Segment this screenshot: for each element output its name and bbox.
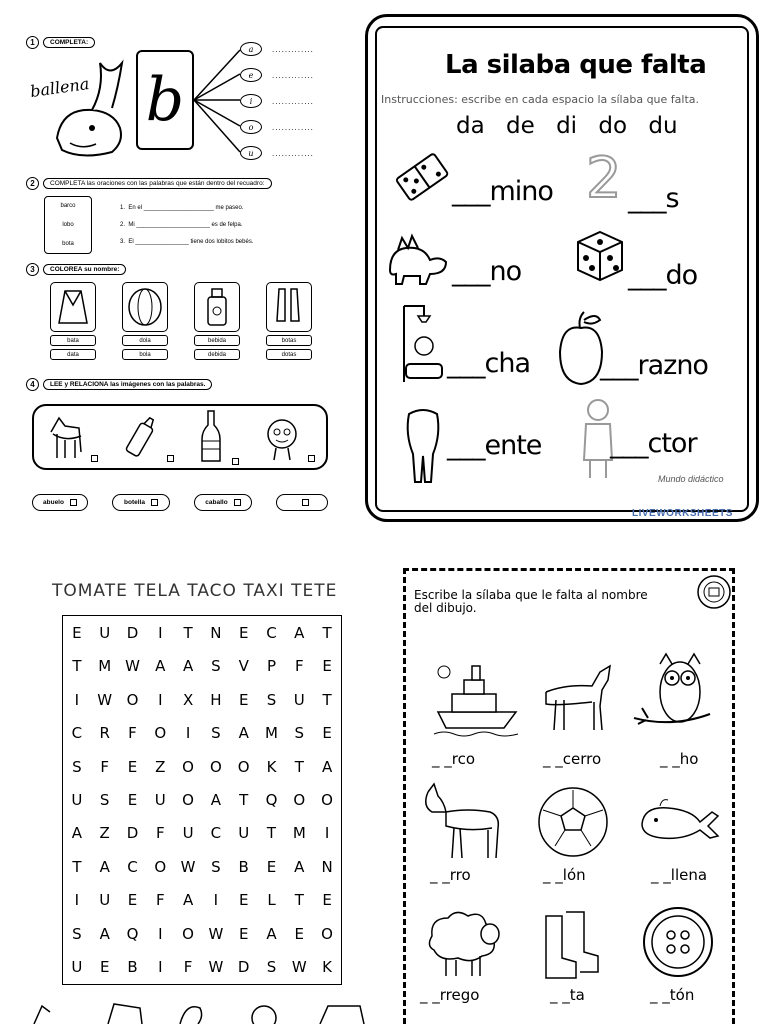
- grid-letter[interactable]: S: [266, 690, 277, 709]
- vowel-u: u: [240, 146, 262, 160]
- grid-letter[interactable]: P: [266, 657, 277, 676]
- grid-letter[interactable]: E: [238, 690, 249, 709]
- ex2-number: 2: [26, 177, 39, 190]
- grid-letter[interactable]: T: [294, 757, 304, 776]
- grid-letter[interactable]: E: [322, 724, 332, 743]
- grid-letter[interactable]: O: [321, 790, 333, 809]
- blank: _ _: [550, 986, 570, 1004]
- item-becerro: [543, 750, 601, 768]
- bottom-icons: [24, 998, 364, 1024]
- word-option[interactable]: dola: [122, 335, 168, 346]
- grid-letter[interactable]: A: [266, 924, 277, 943]
- robe-icon: [50, 282, 96, 332]
- word-end: ta: [569, 986, 585, 1004]
- grid-letter[interactable]: N: [210, 623, 222, 642]
- coloring-item: [266, 282, 312, 360]
- option-label: botella: [124, 499, 145, 506]
- coloring-item: [194, 282, 240, 360]
- school-seal-icon: [696, 574, 732, 610]
- relate-item: [45, 412, 98, 462]
- blank: _ _: [430, 866, 450, 884]
- item-dinosaurio: [452, 256, 521, 287]
- grid-letter[interactable]: C: [71, 724, 83, 743]
- grid-letter[interactable]: Q: [265, 790, 278, 809]
- blank: ___: [452, 256, 490, 287]
- grid-letter[interactable]: O: [126, 690, 139, 709]
- grid-letter[interactable]: O: [321, 924, 333, 943]
- word-option[interactable]: bola: [122, 349, 168, 360]
- domino-icon: [393, 150, 453, 210]
- syllable-list: da de di do du: [456, 113, 678, 139]
- dice-icon: [574, 228, 626, 284]
- relate-box: [32, 404, 328, 470]
- sentence-number: 3.: [120, 239, 126, 245]
- grid-letter[interactable]: U: [182, 824, 194, 843]
- grid-letter[interactable]: E: [72, 623, 82, 642]
- baby-bottle-icon: [121, 412, 161, 462]
- word-search-title: TOMATE TELA TACO TAXI TETE: [52, 581, 338, 601]
- word-end: tón: [669, 986, 695, 1004]
- soccer-ball-icon: [537, 784, 609, 860]
- grid-letter[interactable]: S: [72, 757, 82, 776]
- grid-letter[interactable]: A: [321, 757, 333, 776]
- checkbox[interactable]: [232, 458, 239, 465]
- panel2-instructions: Instrucciones: escribe en cada espacio la sílaba que falta.: [381, 93, 700, 106]
- checkbox[interactable]: [167, 455, 174, 462]
- panel4-title: Escribe la sílaba que le falta al nombre del dibujo.: [414, 588, 648, 615]
- word-end: no: [489, 256, 522, 287]
- vowel-e: e: [240, 68, 262, 82]
- word-end: ho: [679, 750, 699, 768]
- grid-letter[interactable]: Z: [155, 757, 166, 776]
- word-bank-item: lobo: [62, 221, 74, 228]
- grid-letter[interactable]: S: [211, 857, 221, 876]
- grid-letter[interactable]: E: [238, 891, 249, 910]
- grid-letter[interactable]: D: [126, 824, 139, 843]
- grid-letter[interactable]: A: [294, 623, 305, 642]
- grid-letter[interactable]: X: [182, 690, 194, 709]
- blank: _ _: [420, 986, 440, 1004]
- grid-letter[interactable]: W: [208, 924, 224, 943]
- grid-letter[interactable]: T: [294, 891, 304, 910]
- word-bank-item: bota: [62, 240, 74, 247]
- coloring-row: [50, 282, 312, 360]
- word-option[interactable]: debida: [194, 349, 240, 360]
- item-burro: [430, 866, 471, 884]
- boots-rain-icon: [540, 908, 604, 982]
- grid-letter[interactable]: U: [71, 790, 83, 809]
- vowel-a: a: [240, 42, 262, 56]
- option-caballo[interactable]: [194, 494, 252, 511]
- word-bank: [44, 196, 92, 254]
- word-end: ente: [484, 430, 542, 461]
- word-end: razno: [637, 350, 708, 381]
- grid-letter[interactable]: L: [267, 891, 276, 910]
- ball-icon: [122, 282, 168, 332]
- grid-letter[interactable]: E: [127, 891, 138, 910]
- sentence-text: es de felpa.: [211, 222, 243, 228]
- grandpa-icon: [262, 412, 302, 462]
- grid-letter[interactable]: W: [97, 690, 113, 709]
- grid-letter[interactable]: D: [126, 623, 139, 642]
- letter-box: [136, 50, 194, 150]
- grid-letter[interactable]: W: [125, 657, 140, 676]
- grid-letter[interactable]: N: [321, 857, 333, 876]
- sentence-text: El: [128, 239, 134, 245]
- sentence-number: 1.: [120, 205, 126, 211]
- ship-icon: [432, 660, 522, 738]
- word-end: rro: [449, 866, 471, 884]
- blank: _ _: [651, 866, 671, 884]
- grid-letter[interactable]: O: [237, 757, 250, 776]
- grid-letter[interactable]: U: [99, 891, 111, 910]
- word-end: mino: [489, 176, 553, 207]
- number-two: 2: [586, 146, 622, 211]
- vowel-o: o: [240, 120, 262, 134]
- item-boton: [650, 986, 694, 1004]
- grid-letter[interactable]: S: [266, 958, 277, 977]
- word-option[interactable]: dotas: [266, 349, 312, 360]
- grid-letter[interactable]: I: [158, 958, 163, 977]
- word-ballena: ballena: [28, 73, 91, 102]
- word-search-grid: [62, 615, 342, 985]
- grid-letter[interactable]: I: [213, 891, 219, 910]
- grid-letter[interactable]: S: [99, 790, 110, 809]
- grid-letter[interactable]: E: [322, 657, 332, 676]
- grid-letter[interactable]: B: [127, 958, 138, 977]
- sentence-text: tiene dos lobitos bebés.: [190, 239, 254, 245]
- option-abuelo[interactable]: [32, 494, 88, 511]
- grid-letter[interactable]: M: [292, 824, 306, 843]
- item-dado: [628, 260, 697, 291]
- grid-letter[interactable]: I: [158, 924, 163, 943]
- sentences: 1. En el _____________________ me paseo. 2. Mi ______________________ es de felpa. 3. El ________________ tiene dos lobitos bebés.: [120, 205, 254, 245]
- ex3-label: COLOREA su nombre:: [43, 264, 126, 275]
- grid-letter[interactable]: A: [238, 724, 249, 743]
- grid-letter[interactable]: O: [154, 857, 167, 876]
- grid-letter[interactable]: K: [266, 757, 277, 776]
- grid-letter[interactable]: C: [266, 623, 277, 642]
- grid-letter[interactable]: E: [238, 924, 249, 943]
- vowel-list: a ............. e ............. i ............. o ............. u .............: [240, 42, 314, 160]
- bottle-drink-icon: [194, 282, 240, 332]
- grid-letter[interactable]: C: [127, 857, 138, 876]
- coloring-item: [122, 282, 168, 360]
- item-diente: [447, 430, 541, 461]
- panel2-title: La silaba que falta: [445, 50, 707, 80]
- grid-letter[interactable]: U: [154, 790, 166, 809]
- word-end: s: [665, 183, 679, 214]
- grid-letter[interactable]: F: [155, 891, 165, 910]
- grid-letter[interactable]: T: [183, 623, 193, 642]
- grid-letter[interactable]: A: [99, 924, 110, 943]
- word-end: cerro: [562, 750, 602, 768]
- ex1-number: 1: [26, 36, 39, 49]
- whale-icon: [52, 58, 132, 158]
- grid-letter[interactable]: S: [72, 924, 82, 943]
- grid-letter[interactable]: E: [99, 958, 110, 977]
- grid-letter[interactable]: I: [74, 690, 80, 709]
- blank: _ _: [650, 986, 670, 1004]
- sentence-text: En el: [128, 205, 143, 211]
- grid-letter[interactable]: K: [322, 958, 332, 977]
- word-end: ctor: [647, 428, 697, 459]
- button-icon: [640, 904, 716, 980]
- grid-letter[interactable]: F: [155, 824, 165, 843]
- grid-letter[interactable]: H: [210, 690, 222, 709]
- sentence-text: Mi: [128, 222, 135, 228]
- blank: _ _: [660, 750, 680, 768]
- blank: ___: [610, 428, 648, 459]
- grid-letter[interactable]: O: [154, 724, 167, 743]
- grid-letter[interactable]: F: [294, 657, 304, 676]
- ex3-header: [26, 263, 126, 276]
- grid-letter[interactable]: T: [322, 623, 332, 642]
- grid-letter[interactable]: O: [293, 790, 306, 809]
- grid-letter[interactable]: F: [183, 958, 193, 977]
- peach-icon: [556, 308, 606, 388]
- item-buho: [660, 750, 698, 768]
- relate-options: [32, 494, 328, 511]
- word-option[interactable]: botas: [266, 335, 312, 346]
- grid-letter[interactable]: T: [72, 657, 82, 676]
- item-botas: [550, 986, 585, 1004]
- dinosaur-icon: [380, 220, 452, 288]
- watermark: LIVEWORKSHEETS: [632, 508, 733, 519]
- blank: _ _: [543, 750, 563, 768]
- ex2-header: [26, 177, 272, 190]
- blank: ___: [600, 350, 638, 381]
- ex2-label: COMPLETA las oraciones con las palabras que están dentro del recuadro:: [43, 178, 272, 189]
- word-option[interactable]: bebida: [194, 335, 240, 346]
- grid-letter[interactable]: A: [294, 857, 305, 876]
- word-end: llena: [670, 866, 708, 884]
- grid-letter[interactable]: T: [239, 790, 249, 809]
- coloring-item: [50, 282, 96, 360]
- grid-letter[interactable]: S: [294, 724, 305, 743]
- word-end: lón: [562, 866, 586, 884]
- letter-b: b: [145, 65, 185, 135]
- relate-item: [196, 409, 239, 465]
- item-barco: [432, 750, 475, 768]
- ex1-header: [26, 36, 95, 49]
- horse-icon: [45, 412, 85, 462]
- grid-letter[interactable]: S: [211, 657, 221, 676]
- grid-letter[interactable]: A: [155, 657, 166, 676]
- shower-icon: [398, 302, 444, 386]
- grid-letter[interactable]: I: [74, 891, 80, 910]
- grid-letter[interactable]: W: [180, 857, 196, 876]
- grid-letter[interactable]: E: [294, 924, 305, 943]
- word-option[interactable]: bata: [50, 335, 96, 346]
- grid-letter[interactable]: R: [99, 724, 110, 743]
- checkbox[interactable]: [308, 455, 315, 462]
- option-label: abuelo: [43, 499, 64, 506]
- item-durazno: [600, 350, 708, 381]
- bottle-icon: [196, 409, 226, 465]
- grid-letter[interactable]: M: [98, 657, 112, 676]
- credit: Mundo didáctico: [658, 474, 724, 484]
- grid-letter[interactable]: O: [182, 790, 194, 809]
- grid-letter[interactable]: T: [266, 824, 277, 843]
- blank: _ _: [543, 866, 563, 884]
- grid-letter[interactable]: F: [100, 757, 110, 776]
- relate-item: [262, 412, 315, 462]
- relate-item: [121, 412, 174, 462]
- grid-letter[interactable]: A: [71, 824, 83, 843]
- vowel-i: i: [240, 94, 262, 108]
- ex1-label: COMPLETA:: [43, 37, 95, 48]
- grid-letter[interactable]: O: [182, 757, 194, 776]
- option-label: caballo: [205, 499, 228, 506]
- grid-letter[interactable]: T: [72, 857, 82, 876]
- grid-letter[interactable]: W: [208, 958, 224, 977]
- grid-letter[interactable]: A: [182, 657, 194, 676]
- blank: ___: [452, 176, 490, 207]
- word-option[interactable]: data: [50, 349, 96, 360]
- word-bank-item: barco: [60, 203, 76, 210]
- word-end: do: [665, 260, 698, 291]
- tooth-icon: [403, 404, 443, 486]
- sheep-icon: [424, 906, 504, 980]
- small-whale-icon: [638, 794, 722, 844]
- checkbox[interactable]: [91, 455, 98, 462]
- item-dos: [628, 183, 679, 214]
- grid-letter[interactable]: O: [209, 757, 222, 776]
- blank: ___: [628, 183, 666, 214]
- boots-icon: [266, 282, 312, 332]
- item-doctor: [610, 428, 697, 459]
- grid-letter[interactable]: U: [99, 623, 111, 642]
- grid-letter[interactable]: O: [182, 924, 194, 943]
- grid-letter[interactable]: E: [266, 857, 277, 876]
- item-balon: [543, 866, 586, 884]
- blank: _ _: [432, 750, 452, 768]
- blank: ___: [447, 348, 485, 379]
- item-domino: [452, 176, 553, 207]
- item-ballena: [651, 866, 707, 884]
- grid-letter[interactable]: F: [128, 724, 137, 743]
- ex4-header: [26, 378, 212, 391]
- fawn-icon: [536, 656, 616, 736]
- grid-letter[interactable]: E: [127, 790, 138, 809]
- grid-letter[interactable]: U: [293, 690, 305, 709]
- grid-letter[interactable]: U: [71, 958, 83, 977]
- sentence-text: me paseo.: [215, 205, 244, 211]
- item-borrego: [420, 986, 479, 1004]
- donkey-icon: [418, 782, 508, 862]
- grid-letter[interactable]: S: [211, 724, 221, 743]
- grid-letter[interactable]: E: [238, 623, 249, 642]
- word-end: cha: [484, 348, 531, 379]
- grid-letter[interactable]: Z: [99, 824, 110, 843]
- grid-letter[interactable]: A: [182, 891, 194, 910]
- item-ducha: [447, 348, 530, 379]
- grid-letter[interactable]: I: [158, 690, 163, 709]
- grid-letter[interactable]: A: [99, 857, 110, 876]
- grid-letter[interactable]: T: [322, 690, 332, 709]
- ex3-number: 3: [26, 263, 39, 276]
- option-blank[interactable]: [276, 494, 328, 511]
- blank: ___: [628, 260, 666, 291]
- grid-letter[interactable]: D: [237, 958, 250, 977]
- grid-letter[interactable]: I: [185, 724, 191, 743]
- sentence-number: 2.: [120, 222, 126, 228]
- ex4-label: LEE y RELACIONA las imágenes con las palabras.: [43, 379, 212, 390]
- word-end: rco: [451, 750, 476, 768]
- grid-letter[interactable]: B: [238, 857, 249, 876]
- grid-letter[interactable]: Q: [126, 924, 139, 943]
- grid-letter[interactable]: E: [127, 757, 138, 776]
- grid-letter[interactable]: C: [210, 824, 222, 843]
- word-end: rrego: [439, 986, 480, 1004]
- grid-letter[interactable]: W: [291, 958, 307, 977]
- grid-letter[interactable]: I: [324, 824, 330, 843]
- grid-letter[interactable]: M: [265, 724, 278, 743]
- grid-letter[interactable]: V: [238, 657, 249, 676]
- ex4-number: 4: [26, 378, 39, 391]
- blank: ___: [447, 430, 485, 461]
- grid-letter[interactable]: I: [158, 623, 163, 642]
- grid-letter[interactable]: A: [210, 790, 222, 809]
- owl-icon: [632, 648, 712, 740]
- connector-lines: [194, 40, 244, 160]
- option-botella[interactable]: [112, 494, 170, 511]
- grid-letter[interactable]: E: [322, 891, 332, 910]
- grid-letter[interactable]: U: [238, 824, 250, 843]
